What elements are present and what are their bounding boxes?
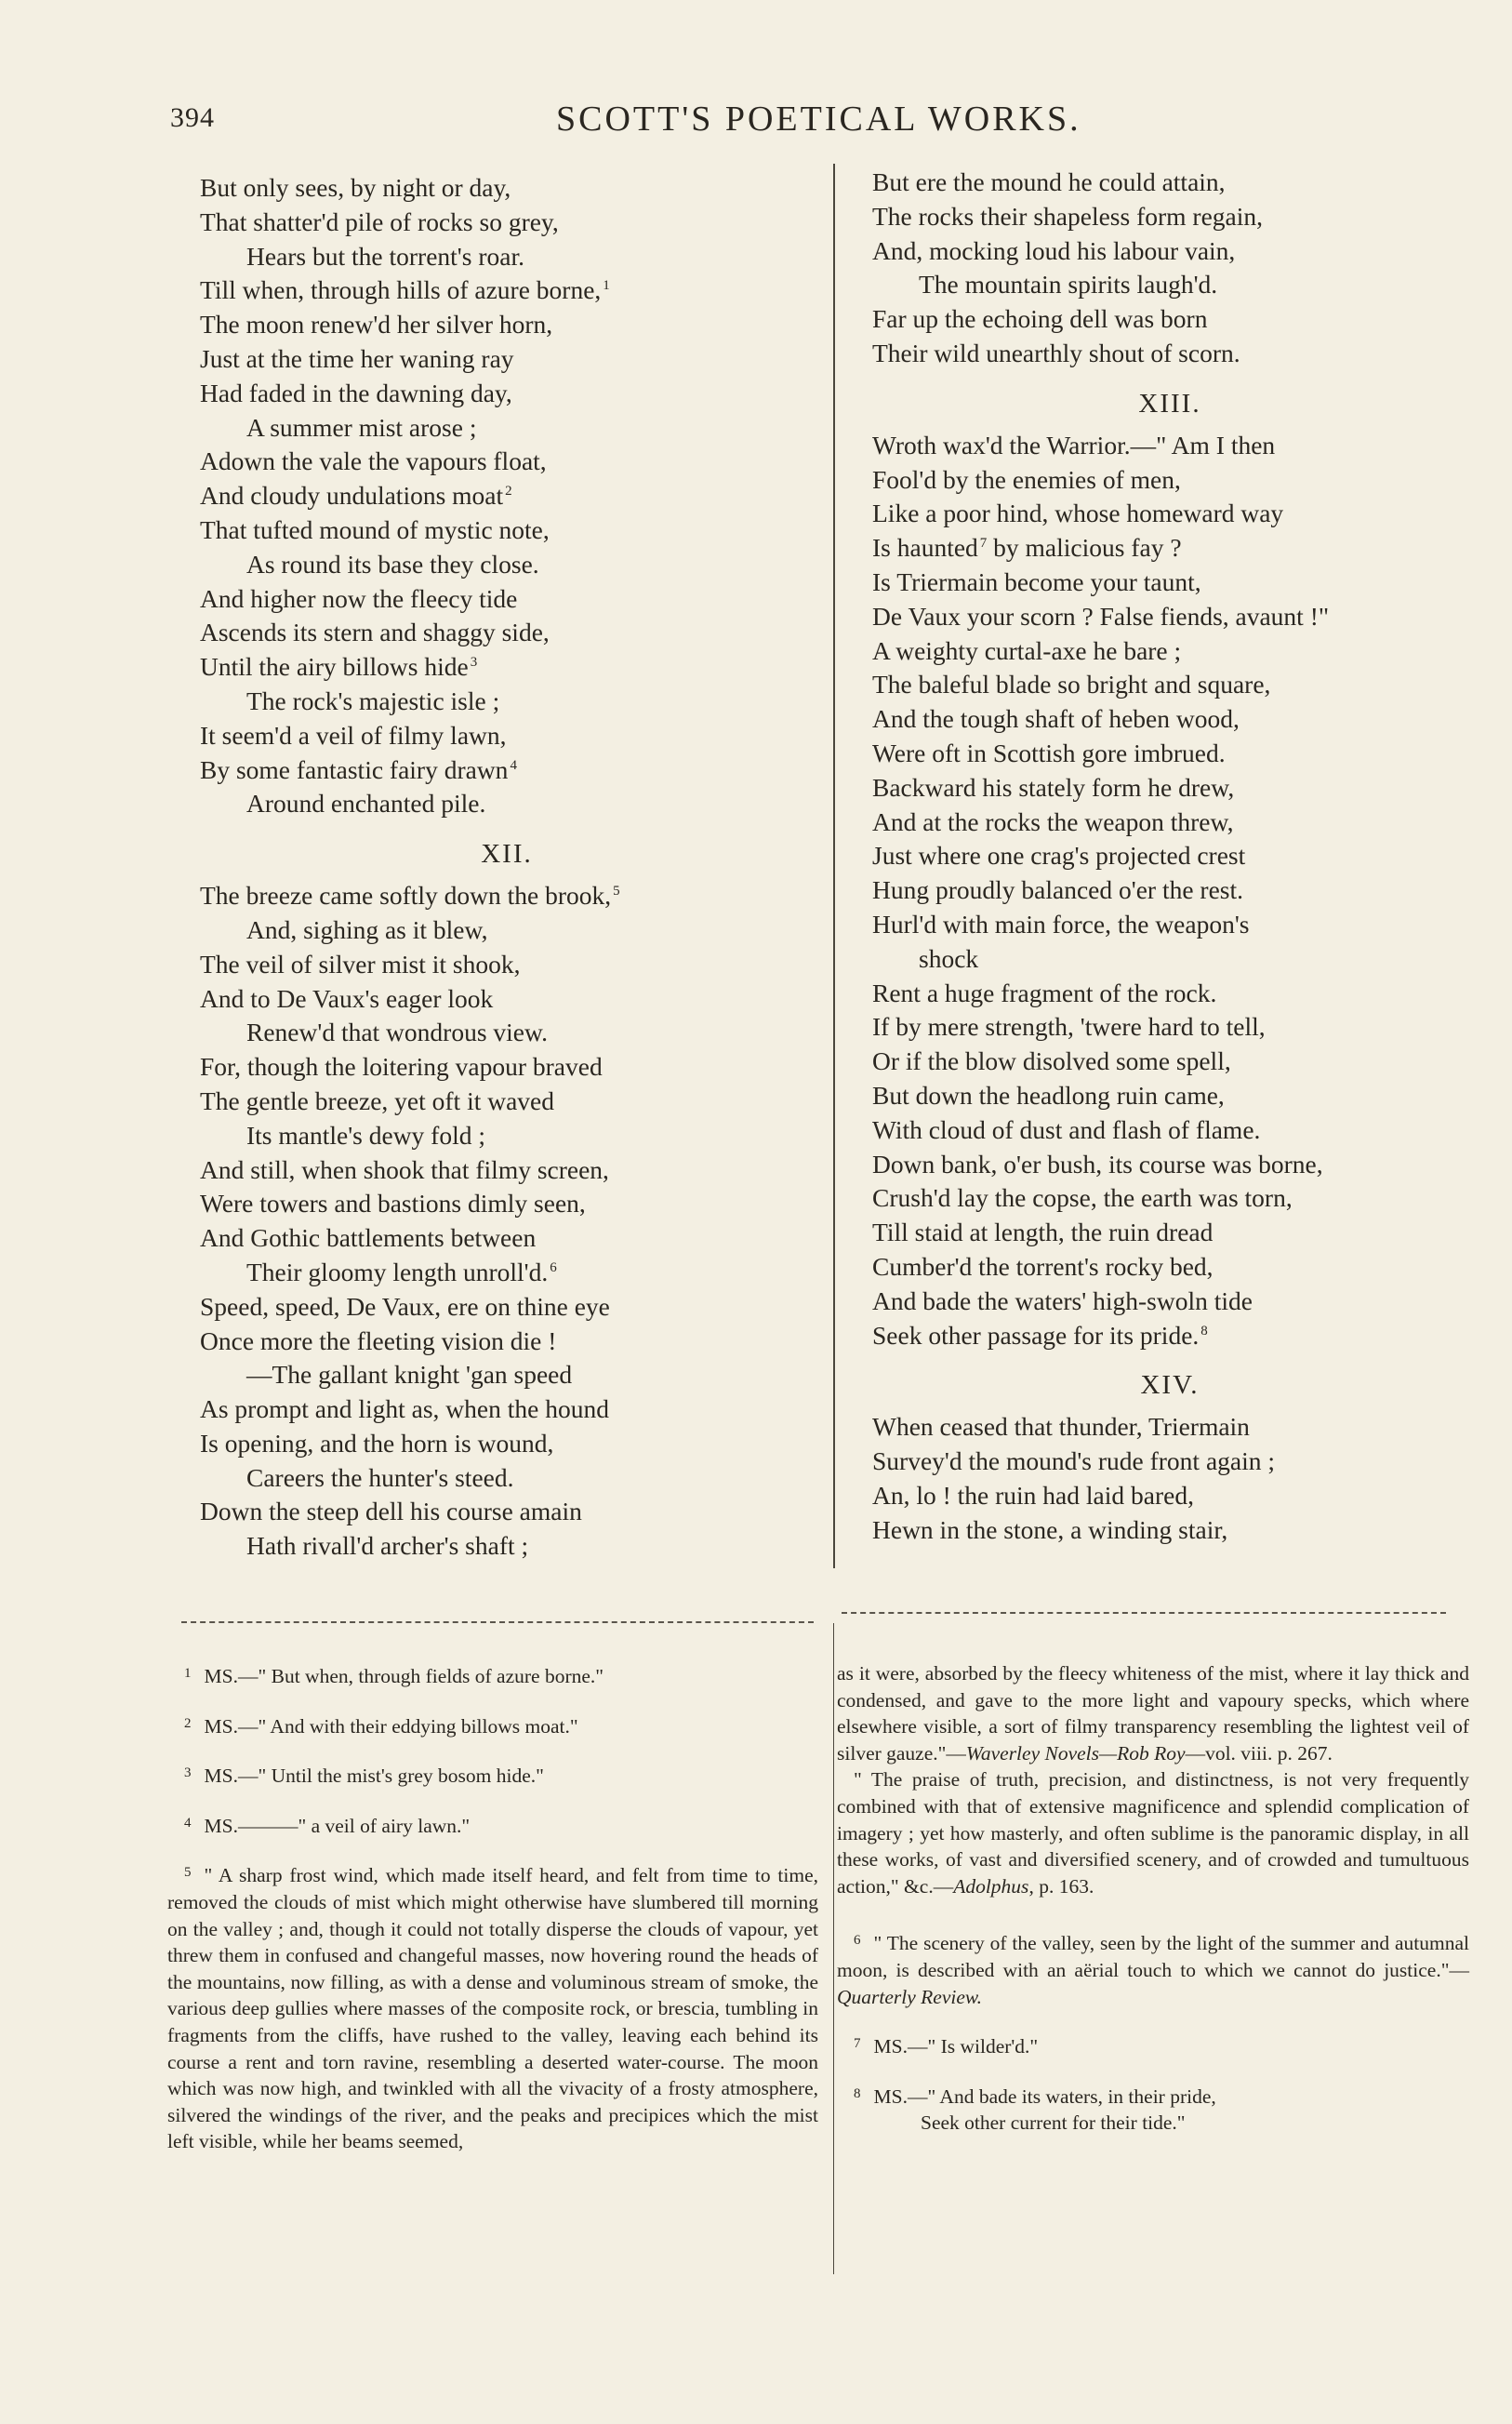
poem-line — [200, 753, 814, 788]
footnote-marker: 6 — [550, 1259, 557, 1275]
poem-line-text: A weighty curtal-axe he bare ; — [872, 635, 1182, 665]
poem-line-text: Far up the echoing dell was born — [872, 304, 1208, 334]
poem-line — [872, 268, 1467, 302]
poem-line — [872, 302, 1467, 337]
poem-line — [872, 531, 1467, 566]
poem-line — [872, 337, 1467, 371]
poem-line — [872, 668, 1467, 702]
footnote: $^8$ MS.—" And bade its waters, in their pride, Seek other current for their tide." — [854, 2084, 1216, 2135]
footnote-divider — [833, 1623, 834, 2274]
poem-line-text: Around enchanted pile. — [246, 789, 486, 819]
poem-line — [200, 1427, 814, 1461]
poem-line — [872, 1045, 1467, 1079]
poem-line — [872, 1113, 1467, 1148]
poem-line — [200, 1187, 814, 1221]
poem-lines — [872, 166, 1467, 371]
footnote: $^7$ MS.—" Is wilder'd." — [854, 2035, 1039, 2058]
poem-line-text: The rocks their shapeless form regain, — [872, 201, 1263, 231]
poem-line — [200, 1256, 814, 1290]
footnote-marker: 8 — [1200, 1323, 1208, 1339]
poem-line-text: As prompt and light as, when the hound — [200, 1394, 609, 1424]
poem-line-text: Renew'd that wondrous view. — [246, 1018, 548, 1047]
poem-line — [872, 908, 1467, 942]
poem-line — [200, 787, 814, 821]
footnote-paragraph: " The praise of truth, precision, and distinctness, is not very frequently combined with that of extensive magnificence and splendid complication of imagery ; yet how masterly, and often sublime is the panoramic display, in all these works, of vast and diversified scenery, and of crowded and tumultuous action," &c.—Adolphus, p. 163. — [837, 1768, 1469, 1898]
poem-line-text: The baleful blade so bright and square, — [872, 670, 1271, 699]
poem-line — [200, 1495, 814, 1529]
poem-line — [200, 982, 814, 1017]
stanza-number: XIII. — [1138, 388, 1201, 419]
poem-line-text: Down bank, o'er bush, its course was borne, — [872, 1149, 1323, 1179]
poem-line-text: It seem'd a veil of filmy lawn, — [200, 720, 507, 750]
poem-line — [872, 1216, 1467, 1250]
poem-line — [872, 1319, 1467, 1353]
poem-line-text: De Vaux your scorn ? False fiends, avaunt !" — [872, 601, 1330, 631]
poem-line — [200, 1392, 814, 1427]
poem-line-text: Ascends its stern and shaggy side, — [200, 618, 550, 647]
poem-line-text: The gentle breeze, yet oft it waved — [200, 1085, 554, 1115]
poem-line — [872, 1285, 1467, 1319]
poem-line-text: For, though the loitering vapour braved — [200, 1052, 603, 1082]
poem-line — [200, 685, 814, 719]
footnotes-right — [837, 1660, 1469, 2157]
poem-line-text: As round its base they close. — [246, 549, 539, 579]
poem-line — [200, 913, 814, 948]
poem-line — [200, 445, 814, 479]
footnote-marker: 4 — [510, 757, 517, 773]
footnote-marker: 3 — [470, 655, 478, 671]
footnote-rule — [181, 1621, 814, 1623]
poem-line-text: Till staid at length, the ruin dread — [872, 1218, 1214, 1247]
poem-line-text: Until the airy billows hide — [200, 652, 469, 682]
poem-line-text: An, lo ! the ruin had laid bared, — [872, 1480, 1194, 1510]
poem-line-text: Like a poor hind, whose homeward way — [872, 499, 1284, 528]
footnote-marker: 1 — [603, 278, 610, 294]
poem-line-text: Fool'd by the enemies of men, — [872, 464, 1181, 494]
poem-line-text: When ceased that thunder, Triermain — [872, 1412, 1250, 1442]
poem-line — [872, 1079, 1467, 1113]
poem-line-text: Backward his stately form he drew, — [872, 772, 1235, 802]
poem-line — [200, 1153, 814, 1188]
poem-line-text: Is opening, and the horn is wound, — [200, 1428, 554, 1458]
poem-line-text: Were towers and bastions dimly seen, — [200, 1189, 586, 1219]
poem-line-text: With cloud of dust and flash of flame. — [872, 1114, 1261, 1144]
poem-line-text: That tufted mound of mystic note, — [200, 514, 550, 544]
poem-line — [200, 377, 814, 411]
poem-line — [200, 879, 814, 913]
poem-line — [872, 702, 1467, 737]
running-title: SCOTT'S POETICAL WORKS. — [556, 100, 1081, 139]
poem-line — [200, 616, 814, 650]
footnote: $^6$ " The scenery of the valley, seen by the light of the summer and autumnal moon, is described with an aërial touch to which we cannot do justice."—Quarterly Review. — [837, 1932, 1469, 2008]
poem-line-text: Its mantle's dewy fold ; — [246, 1120, 485, 1150]
poem-line-text: Speed, speed, De Vaux, ere on thine eye — [200, 1291, 610, 1321]
footnote-continuation: as it were, absorbed by the fleecy whiteness of the mist, where it lay thick and condensed, and gave to the more light and vapoury specks, which where elsewhere visible, a sort of filmy transparency resembling the lightest veil of silver gauze."—Waverley Novels—Rob Roy—vol. viii. p. 267. — [837, 1662, 1469, 1765]
poem-line-text: And, sighing as it blew, — [246, 914, 488, 944]
poem-line — [872, 1181, 1467, 1216]
poem-line-text: And bade the waters' high-swoln tide — [872, 1285, 1253, 1315]
poem-line — [872, 839, 1467, 873]
poem-line — [872, 771, 1467, 806]
poem-lines — [200, 171, 814, 821]
poem-line-text: And still, when shook that filmy screen, — [200, 1154, 609, 1184]
poem-line — [200, 1461, 814, 1496]
poem-line-text: Just where one crag's projected crest — [872, 841, 1246, 871]
poem-line — [872, 463, 1467, 498]
poem-line — [872, 166, 1467, 200]
poem-line — [200, 1016, 814, 1050]
poem-line — [200, 342, 814, 377]
stanza-number: XII. — [481, 839, 533, 870]
poem-line-text: Were oft in Scottish gore imbrued. — [872, 738, 1226, 767]
footnotes-left — [167, 1660, 818, 2176]
poem-line-text: A summer mist arose ; — [246, 412, 477, 442]
poem-line-text: And at the rocks the weapon threw, — [872, 806, 1234, 836]
left-poem-column — [200, 171, 814, 1564]
poem-line-text: Hears but the torrent's roar. — [246, 241, 524, 271]
poem-line-text: Their wild unearthly shout of scorn. — [872, 338, 1240, 367]
poem-line-text: Their gloomy length unroll'd. — [246, 1257, 549, 1286]
poem-line — [872, 1410, 1467, 1445]
poem-line-text: By some fantastic fairy drawn — [200, 754, 509, 784]
footnote: $^3$ MS.—" Until the mist's grey bosom hide." — [184, 1765, 544, 1788]
poem-lines — [200, 879, 814, 1564]
poem-line — [200, 411, 814, 446]
poem-line — [200, 240, 814, 274]
poem-line — [872, 1479, 1467, 1513]
footnote: $^2$ MS.—" And with their eddying billows moat." — [184, 1714, 578, 1738]
poem-line-text: And the tough shaft of heben wood, — [872, 704, 1240, 734]
poem-line-text: That shatter'd pile of rocks so grey, — [200, 206, 559, 236]
poem-line-text: The rock's majestic isle ; — [246, 686, 500, 715]
poem-line — [872, 497, 1467, 531]
poem-line — [200, 1221, 814, 1256]
poem-line — [872, 429, 1467, 463]
poem-line — [872, 1445, 1467, 1479]
footnote-marker: 5 — [613, 884, 620, 899]
poem-line — [200, 719, 814, 753]
poem-line-text: Hung proudly balanced o'er the rest. — [872, 875, 1243, 905]
poem-line-text: And, mocking loud his labour vain, — [872, 235, 1236, 265]
poem-line — [200, 513, 814, 548]
poem-line-text: Is haunted — [872, 533, 978, 563]
poem-line-text: Is Triermain become your taunt, — [872, 566, 1201, 596]
poem-line — [200, 1050, 814, 1085]
poem-line-text: The breeze came softly down the brook, — [200, 881, 612, 911]
poem-lines — [872, 429, 1467, 1353]
poem-line-text: Just at the time her waning ray — [200, 343, 514, 373]
footnote-marker: 7 — [979, 536, 988, 552]
poem-line — [872, 1010, 1467, 1045]
poem-line-text: And higher now the fleecy tide — [200, 583, 518, 613]
poem-line-text: Survey'd the mound's rude front again ; — [872, 1446, 1276, 1476]
poem-line-text: Adown the vale the vapours float, — [200, 446, 547, 476]
poem-line — [872, 977, 1467, 1011]
poem-line-text: Or if the blow disolved some spell, — [872, 1046, 1231, 1076]
poem-line — [200, 1325, 814, 1359]
poem-line — [872, 1250, 1467, 1285]
poem-line — [872, 806, 1467, 840]
poem-line — [872, 234, 1467, 269]
footnote: $^1$ MS.—" But when, through fields of azure borne." — [184, 1665, 604, 1687]
poem-lines — [872, 1410, 1467, 1547]
poem-line — [872, 873, 1467, 908]
poem-line — [200, 948, 814, 982]
poem-line-text: And Gothic battlements between — [200, 1223, 537, 1253]
right-poem-column — [872, 166, 1467, 1547]
poem-line-text: Till when, through hills of azure borne, — [200, 275, 602, 305]
poem-line-text: Crush'd lay the copse, the earth was torn, — [872, 1183, 1293, 1213]
poem-line — [200, 1119, 814, 1153]
poem-line-text: But ere the mound he could attain, — [872, 167, 1226, 196]
poem-line — [872, 566, 1467, 600]
poem-line — [200, 1358, 814, 1392]
poem-line-text: The mountain spirits laugh'd. — [919, 270, 1218, 300]
poem-line — [872, 1513, 1467, 1548]
poem-line — [200, 308, 814, 342]
poem-line-text: —The gallant knight 'gan speed — [246, 1360, 573, 1390]
poem-line — [200, 548, 814, 582]
poem-line — [872, 1148, 1467, 1182]
poem-line — [872, 600, 1467, 634]
poem-line-text: by malicious fay ? — [987, 533, 1182, 563]
poem-line-text: Hewn in the stone, a winding stair, — [872, 1514, 1228, 1544]
poem-line-text: But only sees, by night or day, — [200, 173, 511, 202]
footnote-marker: 2 — [505, 484, 512, 499]
poem-line — [200, 582, 814, 617]
poem-line-text: Careers the hunter's steed. — [246, 1462, 514, 1492]
poem-line — [872, 737, 1467, 771]
poem-line — [200, 1085, 814, 1119]
poem-line-text: And cloudy undulations moat — [200, 481, 504, 511]
poem-line-text: If by mere strength, 'twere hard to tell, — [872, 1012, 1266, 1042]
poem-line-text: The moon renew'd her silver horn, — [200, 310, 553, 340]
poem-line — [200, 479, 814, 513]
poem-line-text: Had faded in the dawning day, — [200, 378, 512, 407]
poem-line — [872, 634, 1467, 669]
poem-line-text: But down the headlong ruin came, — [872, 1080, 1225, 1110]
page-number: 394 — [170, 102, 215, 133]
poem-line-text: Wroth wax'd the Warrior.—" Am I then — [872, 430, 1276, 459]
poem-line-text: Down the steep dell his course amain — [200, 1497, 582, 1526]
poem-line — [200, 273, 814, 308]
poem-line-text: The veil of silver mist it shook, — [200, 949, 521, 979]
footnote: $^4$ MS.———" a veil of airy lawn." — [184, 1814, 471, 1837]
footnote: $^5$ " A sharp frost wind, which made itself heard, and felt from time to time, removed the clouds of mist which might otherwise have slumbered till morning on the valley ; and, though it could not totally disperse the clouds of vapour, yet threw them in confused and changeful masses, now hovering round the heads of the mountains, now filling, as with a dense and voluminous stream of smoke, the various deep gullies where masses of the composite rock, or brescia, tumbling in fragments from the cliffs, have rushed to the valley, leaving each behind its course a rent and torn ravine, resembling a deserted water-course. The moon which was now high, and twinkled with all the vivacity of a frosty atmosphere, silvered the windings of the river, and the peaks and precipices which the mist left visible, while her beams seemed, — [167, 1864, 818, 2153]
stanza-number: XIV. — [1140, 1370, 1200, 1401]
poem-line-text: Hath rivall'd archer's shaft ; — [246, 1531, 529, 1561]
poem-line — [200, 650, 814, 685]
footnote-rule — [842, 1612, 1446, 1614]
poem-line-text: Hurl'd with main force, the weapon's — [872, 909, 1250, 939]
poem-line-text: shock — [919, 943, 979, 973]
poem-line — [200, 171, 814, 206]
poem-line-text: Once more the fleeting vision die ! — [200, 1325, 557, 1355]
poem-line-text: And to De Vaux's eager look — [200, 983, 494, 1013]
poem-line-text: Cumber'd the torrent's rocky bed, — [872, 1251, 1214, 1281]
column-divider — [833, 164, 835, 1568]
poem-line — [872, 200, 1467, 234]
poem-line-text: Seek other passage for its pride. — [872, 1320, 1200, 1350]
poem-line — [872, 942, 1467, 977]
poem-line — [200, 206, 814, 240]
poem-line-text: Rent a huge fragment of the rock. — [872, 978, 1217, 1007]
poem-line — [200, 1529, 814, 1564]
poem-line — [200, 1290, 814, 1325]
